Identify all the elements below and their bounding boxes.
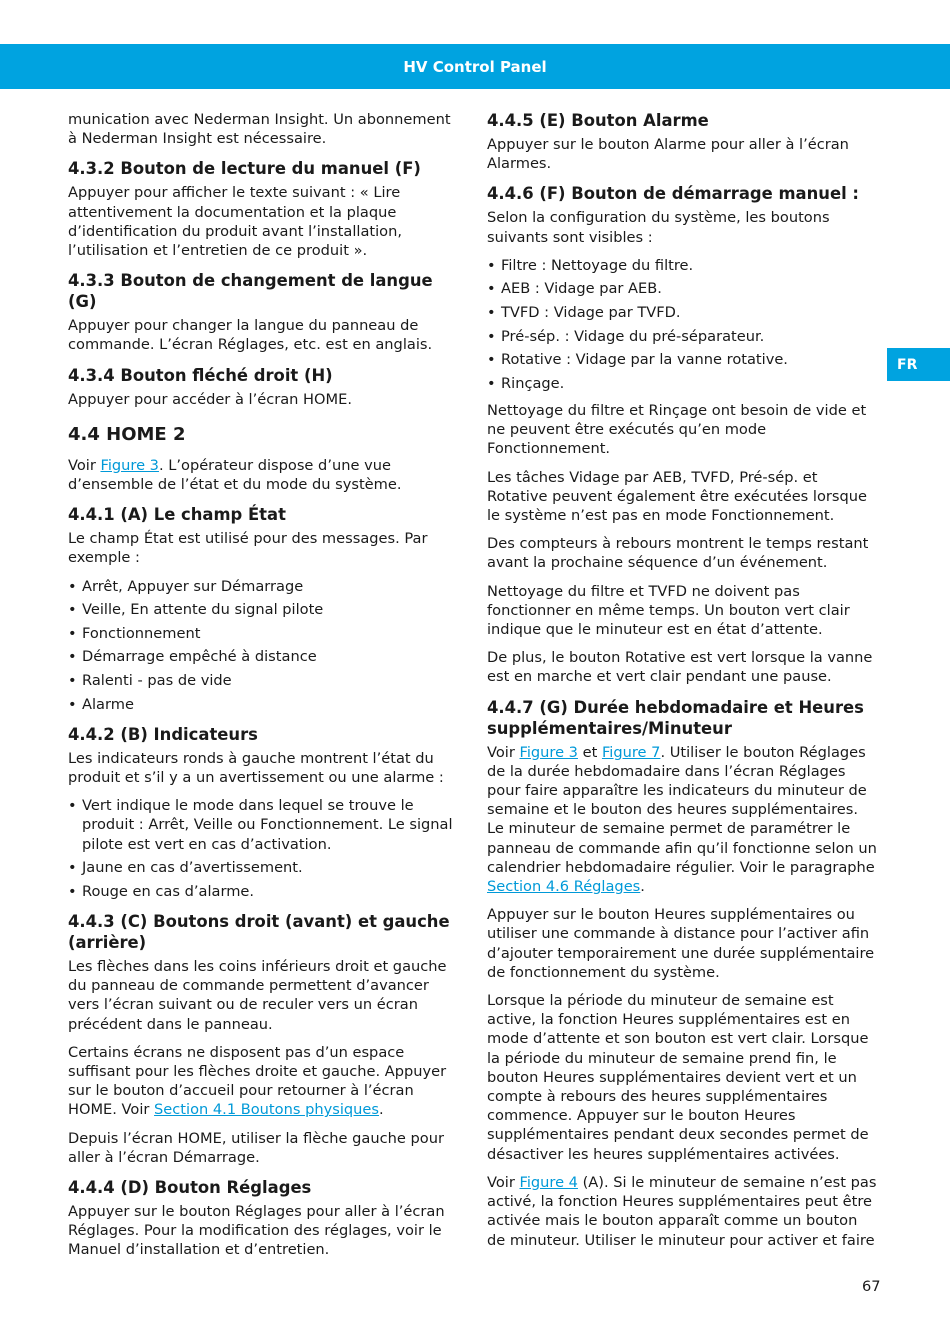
paragraph-4-4 — [68, 456, 460, 494]
list-item: • Veille, En attente du signal pilote — [68, 600, 460, 619]
list-item: • Rinçage. — [487, 374, 879, 393]
list-item: • Rouge en cas d’alarme. — [68, 882, 460, 901]
paragraph-4-4-7-c: Lorsque la période du minuteur de semaine est active, la fonction Heures supplémentaires est en mode d’attente et son bouton est vert clair. Lorsque la période du minuteur de semaine prend fin, le bouton Heures supplémentaires devient vert et un compte à rebours des heures supplémentaires commence. Appuyer sur le bouton Heures supplémentaires pendant deux secondes permet de désactiver les heures supplémentaires activées. — [487, 992, 869, 1163]
heading-4-4: 4.4 HOME 2 — [68, 423, 186, 445]
paragraph-4-3-4: Appuyer pour accéder à l’écran HOME. — [68, 390, 352, 408]
paragraph-4-4-5: Appuyer sur le bouton Alarme pour aller à l’écran Alarmes. — [487, 136, 849, 173]
paragraph-4-4-3-b — [68, 1043, 460, 1120]
paragraph-4-4-7-b: Appuyer sur le bouton Heures supplémentaires ou utiliser une commande à distance pour l’activer afin d’ajouter temporairement une durée supplémentaire de fonctionnement du système. — [487, 906, 875, 981]
list-item: • TVFD : Vidage par TVFD. — [487, 303, 879, 322]
heading-4-3-3: 4.3.3 Bouton de changement de langue (G) — [68, 271, 433, 312]
section-4-6-link[interactable]: Section 4.6 Réglages — [487, 878, 641, 896]
list-item: • Vert indique le mode dans lequel se trouve le produit : Arrêt, Veille ou Fonctionnement. Le signal pilote est vert en cas d’activation. — [68, 796, 460, 854]
list-item: • Démarrage empêché à distance — [68, 647, 460, 666]
language-tab-label: FR — [897, 356, 918, 373]
text-span: . — [378, 1101, 384, 1119]
page-number: 67 — [862, 1278, 881, 1295]
paragraph-4-4-6-b: Les tâches Vidage par AEB, TVFD, Pré-sép. et Rotative peuvent également être exécutées lorsque le système n’est pas en mode Fonctionnement. — [487, 468, 868, 524]
heading-4-4-4: 4.4.4 (D) Bouton Réglages — [68, 1178, 312, 1198]
figure-4-link[interactable]: Figure 4 — [519, 1173, 578, 1191]
right-column — [487, 110, 879, 1259]
list-item: • Arrêt, Appuyer sur Démarrage — [68, 577, 460, 596]
heading-4-4-2: 4.4.2 (B) Indicateurs — [68, 724, 258, 744]
paragraph-4-4-6-e: De plus, le bouton Rotative est vert lorsque la vanne est en marche et vert clair pendant une pause. — [487, 649, 873, 686]
list-item: • Filtre : Nettoyage du filtre. — [487, 256, 879, 275]
list-item: • AEB : Vidage par AEB. — [487, 279, 879, 298]
text-span: . L’opérateur dispose d’une vue d’ensemble de l’état et du mode du système. — [68, 456, 402, 494]
paragraph-4-4-4: Appuyer sur le bouton Réglages pour aller à l’écran Réglages. Pour la modification des réglages, voir le Manuel d’installation et d’entretien. — [68, 1203, 445, 1259]
heading-4-4-5: 4.4.5 (E) Bouton Alarme — [487, 111, 709, 130]
manual-start-list — [487, 256, 879, 393]
text-span: Voir — [487, 1173, 520, 1191]
paragraph-4-4-7-a — [487, 743, 879, 897]
heading-4-3-4: 4.3.4 Bouton fléché droit (H) — [68, 365, 333, 385]
heading-4-4-1: 4.4.1 (A) Le champ État — [68, 505, 286, 525]
text-span: Voir — [68, 456, 101, 474]
document-title: HV Control Panel — [403, 57, 547, 76]
figure-3-link[interactable]: Figure 3 — [100, 456, 159, 474]
text-span: . — [640, 878, 645, 896]
paragraph-4-4-3-a: Les flèches dans les coins inférieurs droit et gauche du panneau de commande permettent d’avancer vers l’écran suivant ou de reculer vers un écran précédent dans le panneau. — [68, 958, 447, 1033]
paragraph-4-3-3: Appuyer pour changer la langue du panneau de commande. L’écran Réglages, etc. est en anglais. — [68, 317, 433, 354]
heading-4-4-3: 4.4.3 (C) Boutons droit (avant) et gauche (arrière) — [68, 912, 450, 953]
paragraph-4-4-6-d: Nettoyage du filtre et TVFD ne doivent pas fonctionner en même temps. Un bouton vert clair indique que le minuteur est en état d’attente. — [487, 582, 850, 639]
figure-3-link[interactable]: Figure 3 — [519, 743, 578, 761]
status-messages-list — [68, 577, 460, 714]
paragraph-4-4-6: Selon la configuration du système, les boutons suivants sont visibles : — [487, 209, 830, 246]
list-item: • Jaune en cas d’avertissement. — [68, 858, 460, 877]
text-span: . Utiliser le bouton Réglages de la durée hebdomadaire dans l’écran Réglages pour faire apparaître les indicateurs du minuteur de semaine et le bouton des heures supplémentaires. Le minuteur de semaine permet de paramétrer le panneau de commande afin qu’il fonctionne selon un calendrier hebdomadaire régulier. Voir le paragraphe — [487, 743, 877, 876]
intro-paragraph: munication avec Nederman Insight. Un abonnement à Nederman Insight est nécessaire. — [68, 111, 451, 148]
paragraph-4-4-3-c: Depuis l’écran HOME, utiliser la flèche gauche pour aller à l’écran Démarrage. — [68, 1129, 444, 1166]
language-tab — [887, 348, 950, 381]
section-4-1-link[interactable]: Section 4.1 Boutons physiques — [154, 1101, 379, 1119]
left-column — [68, 110, 460, 1269]
paragraph-4-3-2: Appuyer pour afficher le texte suivant : « Lire attentivement la documentation et la plaque d’identification du produit avant l’installation, l’utilisation et l’entretien de ce produit ». — [68, 184, 402, 260]
list-item: • Alarme — [68, 695, 460, 714]
paragraph-4-4-1: Le champ État est utilisé pour des messages. Par exemple : — [68, 530, 428, 567]
text-span: Voir — [487, 743, 520, 761]
list-item: • Pré-sép. : Vidage du pré-séparateur. — [487, 327, 879, 346]
list-item: • Fonctionnement — [68, 624, 460, 643]
text-span: Certains écrans ne disposent pas d’un espace suffisant pour les flèches droite et gauche. Appuyer sur le bouton d’accueil pour retourner à l’écran HOME. Voir — [68, 1043, 447, 1119]
heading-4-4-7: 4.4.7 (G) Durée hebdomadaire et Heures supplémentaires/Minuteur — [487, 697, 864, 738]
paragraph-4-4-2: Les indicateurs ronds à gauche montrent l’état du produit et s’il y a un avertissement ou une alarme : — [68, 749, 444, 787]
paragraph-4-4-7-d — [487, 1173, 879, 1250]
list-item: • Ralenti - pas de vide — [68, 671, 460, 690]
indicator-list — [68, 796, 460, 901]
list-item: • Rotative : Vidage par la vanne rotative. — [487, 350, 879, 369]
header-band — [0, 44, 950, 89]
paragraph-4-4-6-c: Des compteurs à rebours montrent le temps restant avant la prochaine séquence d’un événement. — [487, 535, 869, 572]
figure-7-link[interactable]: Figure 7 — [601, 743, 661, 761]
heading-4-4-6: 4.4.6 (F) Bouton de démarrage manuel : — [487, 184, 859, 204]
heading-4-3-2: 4.3.2 Bouton de lecture du manuel (F) — [68, 159, 421, 179]
text-span: (A). Si le minuteur de semaine n’est pas activé, la fonction Heures supplémentaires peut être activée mais le bouton apparaît comme un bouton de minuteur. Utiliser le minuteur pour activer et faire — [487, 1173, 877, 1249]
paragraph-4-4-6-a: Nettoyage du filtre et Rinçage ont besoin de vide et ne peuvent être exécutés qu’en mode Fonctionnement. — [487, 401, 867, 458]
text-span: et — [577, 743, 602, 761]
